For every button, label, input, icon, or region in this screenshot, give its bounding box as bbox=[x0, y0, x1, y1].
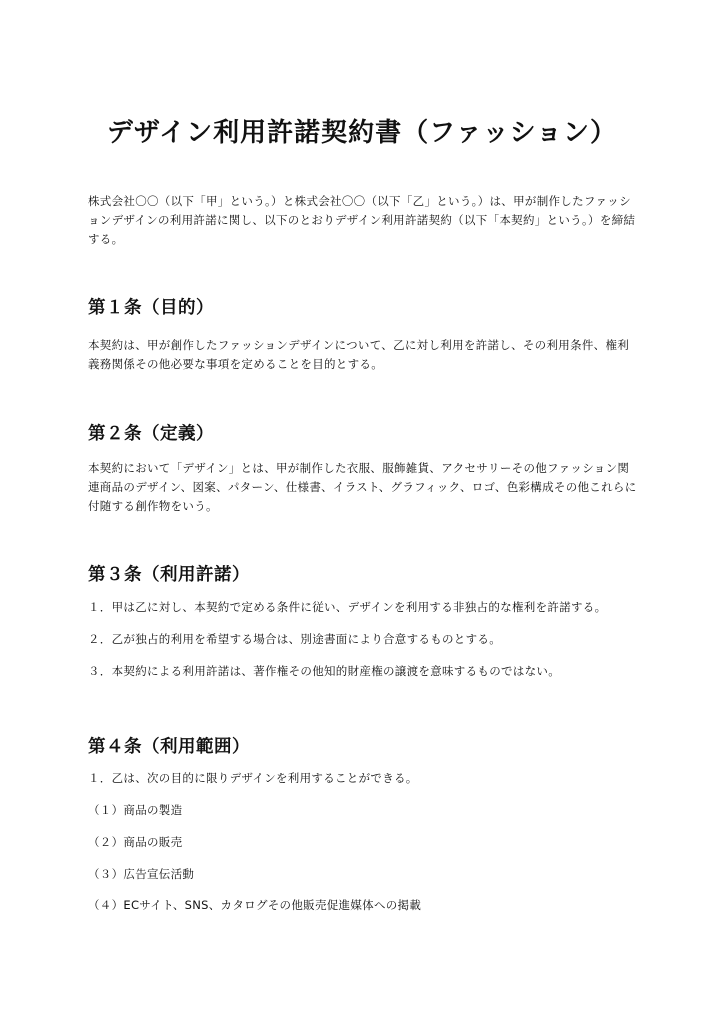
article-3-item-1: １．甲は乙に対し、本契約で定める条件に従い、デザインを利用する非独占的な権利を許諾する。 bbox=[88, 600, 607, 614]
article-4-item-4: （３）広告宣伝活動 bbox=[88, 867, 195, 881]
article-3-item-3: ３．本契約による利用許諾は、著作権その他知的財産権の譲渡を意味するものではない。 bbox=[88, 664, 560, 678]
article-2-body: 本契約において「デザイン」とは、甲が制作した衣服、服飾雑貨、アクセサリーその他ファッション関連商品のデザイン、図案、パターン、仕様書、イラスト、グラフィック、ロゴ、色彩構成その他これらに付随する創作物をいう。 bbox=[88, 461, 637, 513]
article-4-heading: 第４条（利用範囲） bbox=[88, 737, 250, 757]
article-1-heading: 第１条（目的） bbox=[88, 298, 214, 318]
article-4-item-3: （２）商品の販売 bbox=[88, 835, 183, 849]
article-4-item-5: （４）ECサイト、SNS、カタログその他販売促進媒体への掲載 bbox=[88, 898, 422, 912]
article-2-heading: 第２条（定義） bbox=[88, 424, 214, 444]
document-title: デザイン利用許諾契約書（ファッション） bbox=[106, 118, 618, 148]
intro-paragraph: 株式会社〇〇（以下「甲」という。）と株式会社〇〇（以下「乙」という。）は、甲が制作したファッションデザインの利用許諾に関し、以下のとおりデザイン利用許諾契約（以下「本契約」という。）を締結する。 bbox=[88, 194, 636, 246]
article-4-item-2: （１）商品の製造 bbox=[88, 803, 183, 817]
article-1-body: 本契約は、甲が創作したファッションデザインについて、乙に対し利用を許諾し、その利用条件、権利義務関係その他必要な事項を定めることを目的とする。 bbox=[88, 338, 630, 371]
article-3-heading: 第３条（利用許諾） bbox=[88, 565, 250, 585]
article-3-item-2: ２．乙が独占的利用を希望する場合は、別途書面により合意するものとする。 bbox=[88, 632, 501, 646]
article-4-item-1: １．乙は、次の目的に限りデザインを利用することができる。 bbox=[88, 771, 418, 785]
